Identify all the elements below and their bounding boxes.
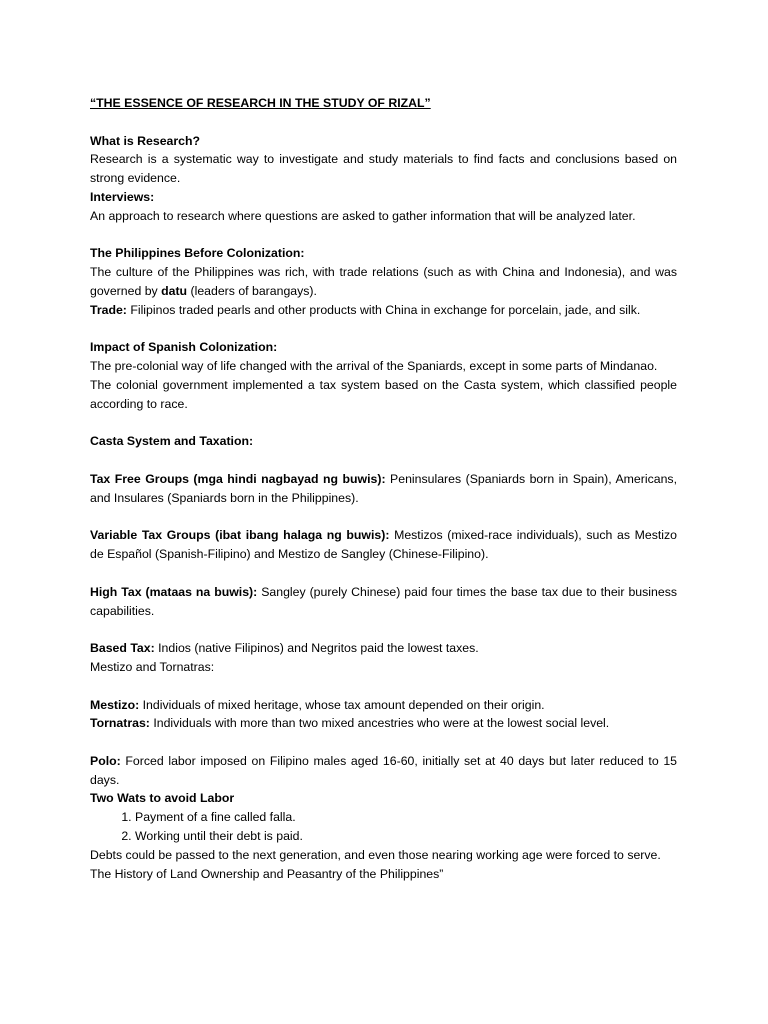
variable-tax-paragraph: Variable Tax Groups (ibat ibang halaga ng buwis): Mestizos (mixed-race individuals), such as Mestizo de Español (Spanish-Filipino) and Mestizo de Sangley (Chinese-Filipino). [90, 528, 677, 562]
based-tax-label: Based Tax: [90, 641, 155, 656]
high-tax-label: High Tax (mataas na buwis): [90, 584, 258, 599]
research-body: Research is a systematic way to investigate and study materials to find facts and conclusions based on strong evidence. [90, 152, 677, 186]
avoid-labor-heading: Two Wats to avoid Labor [90, 791, 235, 806]
polo-paragraph: Polo: Forced labor imposed on Filipino males aged 16-60, initially set at 40 days but later reduced to 15 days. [90, 753, 677, 787]
trade-label: Trade: [90, 302, 127, 317]
mestizo-paragraph: Mestizo: Individuals of mixed heritage, whose tax amount depended on their origin. [90, 697, 545, 712]
list-item: 2. Working until their debt is paid. [135, 827, 677, 846]
mestizo-tornatras-line: Mestizo and Tornatras: [90, 659, 215, 674]
tornatras-paragraph: Tornatras: Individuals with more than two mixed ancestries who were at the lowest social level. [90, 716, 610, 731]
tax-free-paragraph: Tax Free Groups (mga hindi nagbayad ng buwis): Peninsulares (Spaniards born in Spain), Americans, and Insulares (Spaniards born in the Philippines). [90, 471, 677, 505]
closing-line-1: Debts could be passed to the next generation, and even those nearing working age were forced to serve. [90, 847, 661, 862]
document-title: “THE ESSENCE OF RESEARCH IN THE STUDY OF RIZAL” [90, 96, 431, 110]
variable-tax-label: Variable Tax Groups (ibat ibang halaga ng buwis): [90, 528, 390, 543]
mestizo-label: Mestizo: [90, 697, 140, 712]
interviews-body: An approach to research where questions are asked to gather information that will be analyzed later. [90, 208, 636, 223]
based-tax-paragraph: Based Tax: Indios (native Filipinos) and Negritos paid the lowest taxes. [90, 641, 479, 656]
closing-line-2: The History of Land Ownership and Peasantry of the Philippines” [90, 866, 444, 881]
casta-heading: Casta System and Taxation: [90, 434, 254, 449]
before-colonization-body: The culture of the Philippines was rich, with trade relations (such as with China and Indonesia), and was governed by datu (leaders of barangays). [90, 265, 677, 298]
document-body [90, 94, 677, 883]
list-item: 1. Payment of a fine called falla. [135, 808, 677, 827]
avoid-labor-list [90, 808, 677, 846]
tax-free-label: Tax Free Groups (mga hindi nagbayad ng buwis): [90, 471, 386, 486]
high-tax-paragraph: High Tax (mataas na buwis): Sangley (purely Chinese) paid four times the base tax due to their business capabilities. [90, 584, 677, 618]
research-heading: What is Research? [90, 133, 201, 148]
impact-body-2: The colonial government implemented a tax system based on the Casta system, which classified people according to race. [90, 377, 677, 411]
polo-label: Polo: [90, 753, 121, 768]
impact-heading: Impact of Spanish Colonization: [90, 340, 278, 355]
impact-body-1: The pre-colonial way of life changed with the arrival of the Spaniards, except in some parts of Mindanao. [90, 359, 658, 374]
interviews-heading: Interviews: [90, 189, 155, 204]
before-colonization-heading: The Philippines Before Colonization: [90, 246, 305, 261]
trade-paragraph: Trade: Filipinos traded pearls and other products with China in exchange for porcelain, jade, and silk. [90, 302, 641, 317]
tornatras-label: Tornatras: [90, 716, 150, 731]
datu-term: datu [161, 283, 188, 298]
